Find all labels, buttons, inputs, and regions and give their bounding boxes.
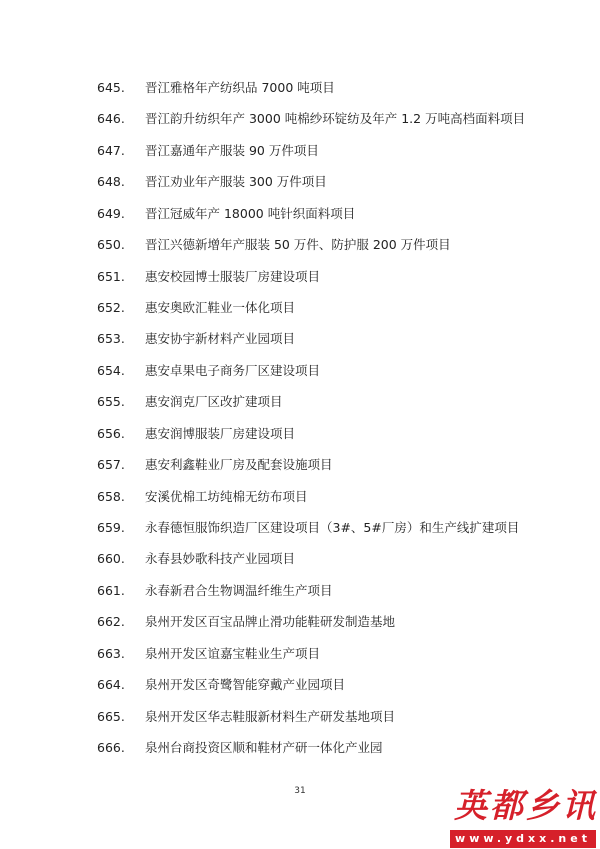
item-number: 649. [97, 205, 125, 221]
item-text: 安溪优棉工坊纯棉无纺布项目 [145, 488, 308, 504]
item-number: 664. [97, 677, 125, 693]
item-text: 惠安奥欧汇鞋业一体化项目 [145, 300, 296, 315]
item-text: 惠安利鑫鞋业厂房及配套设施项目 [145, 457, 333, 473]
item-number: 653. [97, 331, 125, 347]
item-text: 惠安协宇新材料产业园项目 [145, 331, 296, 347]
item-text: 惠安润博服装厂房建设项目 [145, 425, 296, 441]
item-number: 656. [97, 425, 125, 441]
item-number: 646. [97, 111, 125, 127]
item-text: 惠安校园博士服装厂房建设项目 [145, 268, 321, 284]
item-text: 晋江嘉通年产服装 90 万件项目 [145, 142, 319, 158]
item-text: 泉州台商投资区顺和鞋材产研一体化产业园 [145, 740, 383, 756]
item-number: 660. [97, 551, 125, 567]
item-text: 惠安卓果电子商务厂区建设项目 [145, 362, 321, 378]
item-text: 永春德恒服饰织造厂区建设项目（3#、5#厂房）和生产线扩建项目 [145, 520, 520, 536]
item-number: 658. [97, 488, 125, 504]
item-text: 永春新君合生物调温纤维生产项目 [145, 582, 333, 598]
watermark-logo: 英都乡讯 [454, 786, 598, 825]
item-text: 晋江劝业年产服装 300 万件项目 [145, 174, 327, 190]
item-number: 662. [97, 614, 125, 630]
item-number: 657. [97, 457, 125, 473]
item-number: 647. [97, 142, 125, 158]
item-text: 晋江兴德新增年产服装 50 万件、防护服 200 万件项目 [145, 237, 451, 253]
item-text: 晋江雅格年产纺织品 7000 吨项目 [145, 80, 335, 95]
item-number: 659. [97, 520, 125, 536]
item-number: 648. [97, 174, 125, 190]
item-text: 永春县妙歌科技产业园项目 [145, 551, 296, 567]
page-number: 31 [294, 786, 306, 796]
item-number: 665. [97, 708, 125, 724]
item-text: 泉州开发区奇鹭智能穿戴产业园项目 [145, 677, 346, 693]
item-text: 泉州开发区谊嘉宝鞋业生产项目 [145, 645, 321, 661]
item-text: 晋江冠威年产 18000 吨针织面料项目 [145, 205, 356, 221]
item-number: 645. [97, 80, 125, 95]
watermark [448, 780, 598, 849]
watermark-url: www.ydxx.net [450, 830, 596, 848]
item-text: 惠安润克厂区改扩建项目 [145, 394, 283, 410]
item-text: 泉州开发区百宝品牌止滑功能鞋研发制造基地 [145, 614, 396, 630]
item-number: 666. [97, 740, 125, 756]
item-number: 652. [97, 300, 125, 315]
item-number: 650. [97, 237, 125, 253]
item-number: 655. [97, 394, 125, 410]
item-number: 661. [97, 582, 125, 598]
item-text: 泉州开发区华志鞋服新材料生产研发基地项目 [145, 708, 396, 724]
item-number: 654. [97, 362, 125, 378]
item-number: 663. [97, 645, 125, 661]
item-number: 651. [97, 268, 125, 284]
item-text: 晋江韵升纺织年产 3000 吨棉纱环锭纺及年产 1.2 万吨高档面料项目 [145, 111, 526, 127]
